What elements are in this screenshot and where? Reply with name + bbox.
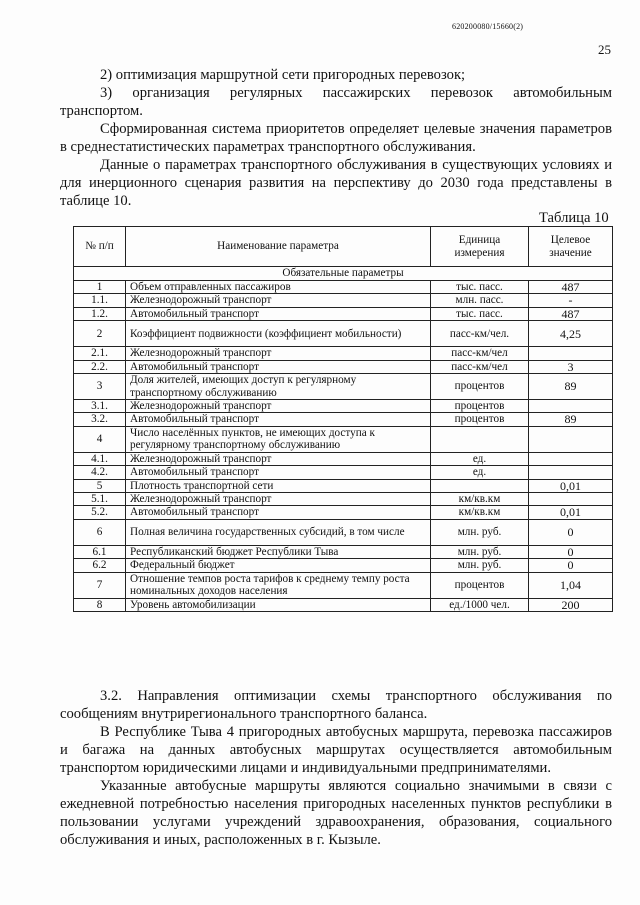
row-value: 487 (529, 281, 613, 294)
row-unit: ед. (431, 452, 529, 465)
row-name: Автомобильный транспорт (126, 307, 431, 320)
row-unit: пасс-км/чел (431, 347, 529, 360)
paragraph: 3.2. Направления оптимизации схемы транспортного обслуживания по сообщениям внутрирегионального транспортного баланса. (60, 688, 612, 722)
table-row (74, 374, 613, 400)
row-value (529, 426, 613, 452)
row-num: 7 (74, 572, 126, 598)
row-num: 3 (74, 374, 126, 400)
row-unit: ед./1000 чел. (431, 598, 529, 611)
row-num: 1.2. (74, 307, 126, 320)
header-value: Целевое значение (529, 227, 613, 267)
closing-text (60, 687, 612, 849)
row-value: 89 (529, 374, 613, 400)
table-row (74, 466, 613, 479)
row-value (529, 493, 613, 506)
row-unit: тыс. пасс. (431, 307, 529, 320)
row-num: 6 (74, 519, 126, 545)
table-row (74, 294, 613, 307)
table-row (74, 400, 613, 413)
table-row (74, 493, 613, 506)
row-value: 0,01 (529, 479, 613, 492)
intro-text (60, 66, 612, 210)
table-caption: Таблица 10 (539, 210, 609, 226)
page-number: 25 (598, 42, 611, 57)
row-value (529, 466, 613, 479)
row-value (529, 452, 613, 465)
table-row (74, 413, 613, 426)
row-value: 487 (529, 307, 613, 320)
row-unit: процентов (431, 374, 529, 400)
row-name: Коэффициент подвижности (коэффициент мобильности) (126, 321, 431, 347)
row-num: 3.2. (74, 413, 126, 426)
row-value: 200 (529, 598, 613, 611)
row-name: Железнодорожный транспорт (126, 452, 431, 465)
table-row (74, 506, 613, 519)
section-title: Обязательные параметры (74, 267, 613, 281)
header-num: № п/п (74, 227, 126, 267)
row-num: 4.1. (74, 452, 126, 465)
header-unit: Единица измерения (431, 227, 529, 267)
row-value: 1,04 (529, 572, 613, 598)
row-unit: млн. руб. (431, 545, 529, 558)
row-value (529, 400, 613, 413)
row-name: Полная величина государственных субсидий, в том числе (126, 519, 431, 545)
row-unit: процентов (431, 572, 529, 598)
row-name: Автомобильный транспорт (126, 506, 431, 519)
header-name: Наименование параметра (126, 227, 431, 267)
row-num: 5 (74, 479, 126, 492)
row-name: Плотность транспортной сети (126, 479, 431, 492)
table-row (74, 307, 613, 320)
row-num: 1 (74, 281, 126, 294)
row-name: Железнодорожный транспорт (126, 493, 431, 506)
row-unit: процентов (431, 400, 529, 413)
row-num: 6.1 (74, 545, 126, 558)
row-name: Уровень автомобилизации (126, 598, 431, 611)
row-num: 2.2. (74, 360, 126, 373)
row-name: Отношение темпов роста тарифов к среднему темпу роста номинальных доходов населения (126, 572, 431, 598)
row-unit: ед. (431, 466, 529, 479)
table-row (74, 572, 613, 598)
row-name: Объем отправленных пассажиров (126, 281, 431, 294)
row-name: Федеральный бюджет (126, 559, 431, 572)
row-value: 3 (529, 360, 613, 373)
row-num: 2.1. (74, 347, 126, 360)
row-value: 4,25 (529, 321, 613, 347)
row-name: Автомобильный транспорт (126, 413, 431, 426)
row-name: Железнодорожный транспорт (126, 400, 431, 413)
row-unit: пасс-км/чел. (431, 321, 529, 347)
row-unit: км/кв.км (431, 506, 529, 519)
row-num: 5.1. (74, 493, 126, 506)
row-value: 0,01 (529, 506, 613, 519)
row-unit: млн. руб. (431, 559, 529, 572)
table-row (74, 347, 613, 360)
row-num: 8 (74, 598, 126, 611)
row-num: 3.1. (74, 400, 126, 413)
row-unit: пасс-км/чел (431, 360, 529, 373)
table-row (74, 519, 613, 545)
row-name: Железнодорожный транспорт (126, 347, 431, 360)
paragraph: 3) организация регулярных пассажирских перевозок автомобильным транспортом. (60, 85, 612, 119)
row-unit: процентов (431, 413, 529, 426)
row-num: 4.2. (74, 466, 126, 479)
paragraph: Сформированная система приоритетов определяет целевые значения параметров в среднестатистических параметрах транспортного обслуживания. (60, 121, 612, 155)
row-value: - (529, 294, 613, 307)
row-name: Железнодорожный транспорт (126, 294, 431, 307)
row-name: Республиканский бюджет Республики Тыва (126, 545, 431, 558)
table-row (74, 281, 613, 294)
row-value: 0 (529, 559, 613, 572)
row-num: 6.2 (74, 559, 126, 572)
table-row (74, 360, 613, 373)
row-name: Автомобильный транспорт (126, 360, 431, 373)
row-value: 0 (529, 519, 613, 545)
table-row (74, 545, 613, 558)
table-row (74, 559, 613, 572)
row-num: 5.2. (74, 506, 126, 519)
row-value: 89 (529, 413, 613, 426)
document-code: 620200080/15660(2) (452, 22, 524, 31)
row-num: 2 (74, 321, 126, 347)
parameters-table (73, 226, 613, 612)
row-unit: млн. руб. (431, 519, 529, 545)
row-name: Доля жителей, имеющих доступ к регулярному транспортному обслуживанию (126, 374, 431, 400)
paragraph: Данные о параметрах транспортного обслуживания в существующих условиях и для инерционного сценария развития на перспективу до 2030 года представлены в таблице 10. (60, 157, 612, 209)
table-row (74, 598, 613, 611)
row-unit: млн. пасс. (431, 294, 529, 307)
table-row (74, 479, 613, 492)
paragraph: 2) оптимизация маршрутной сети пригородных перевозок; (100, 67, 466, 83)
row-unit: тыс. пасс. (431, 281, 529, 294)
paragraph: Указанные автобусные маршруты являются социально значимыми в связи с ежедневной потребностью населения пригородных населенных пунктов республики в пользовании услугами учреждений здравоохранения, образования, социального обслуживания и иных, расположенных в г. Кызыле. (60, 778, 612, 848)
paragraph: В Республике Тыва 4 пригородных автобусных маршрута, перевозка пассажиров и багажа на данных автобусных маршрутах осуществляется автомобильным транспортом юридическими лицами и индивидуальными предпринимателями. (60, 724, 612, 776)
table-row (74, 321, 613, 347)
row-name: Автомобильный транспорт (126, 466, 431, 479)
row-name: Число населённых пунктов, не имеющих доступа к регулярному транспортному обслуживанию (126, 426, 431, 452)
table-row (74, 452, 613, 465)
row-num: 4 (74, 426, 126, 452)
row-value: 0 (529, 545, 613, 558)
row-unit (431, 479, 529, 492)
row-num: 1.1. (74, 294, 126, 307)
row-value (529, 347, 613, 360)
table-row (74, 426, 613, 452)
row-unit: км/кв.км (431, 493, 529, 506)
row-unit (431, 426, 529, 452)
